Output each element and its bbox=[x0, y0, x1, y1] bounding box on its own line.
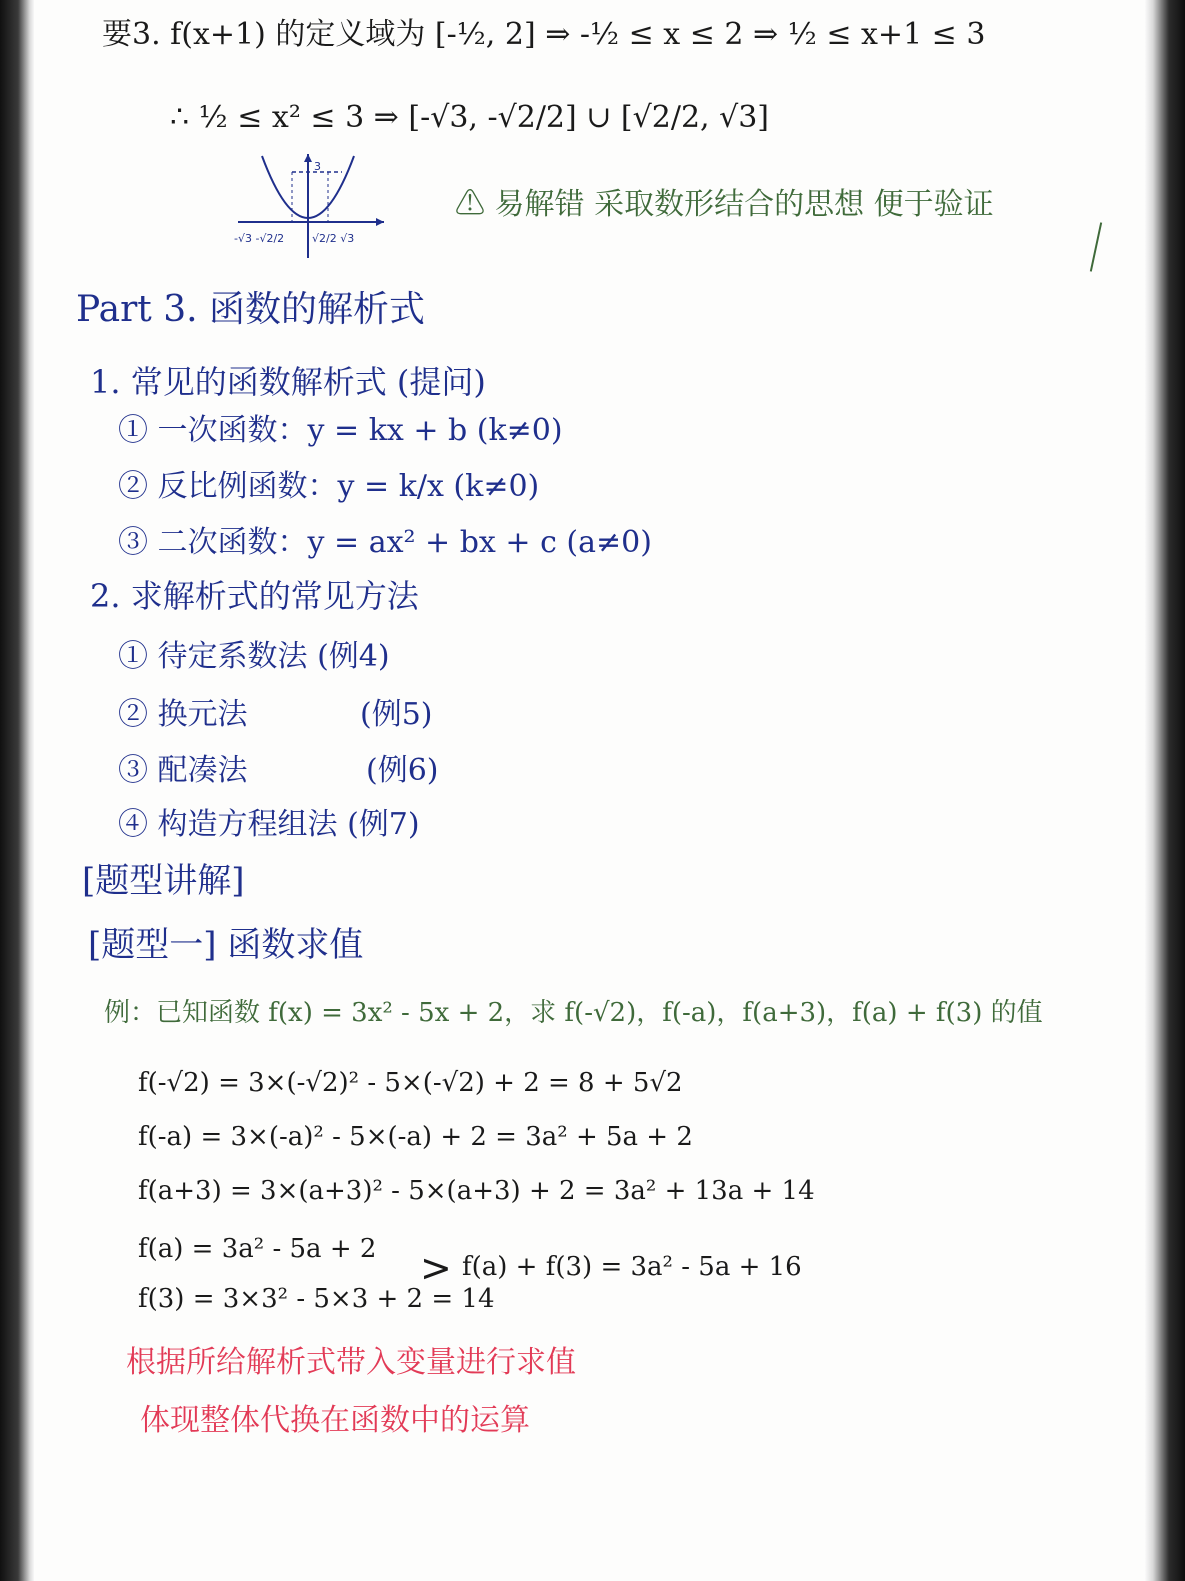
parabola-sketch bbox=[232, 150, 392, 265]
section-title: Part 3. 函数的解析式 bbox=[76, 289, 425, 330]
method-completing-ref: (例6) bbox=[366, 753, 439, 788]
calc-f-a: f(a) = 3a² - 5a + 2 bbox=[138, 1234, 377, 1264]
combine-brace: > bbox=[420, 1246, 452, 1290]
method-undetermined-coefficients: ① 待定系数法 (例4) bbox=[118, 639, 390, 674]
graph-label-right: √2/2 √3 bbox=[312, 232, 355, 245]
note-substitute-values: 根据所给解析式带入变量进行求值 bbox=[126, 1345, 576, 1380]
method-substitution: ② 换元法 bbox=[118, 697, 248, 732]
example-statement: 例：已知函数 f(x) = 3x² - 5x + 2，求 f(-√2)，f(-a)，f(a+3)，f(a) + f(3) 的值 bbox=[104, 998, 1043, 1028]
method-substitution-ref: (例5) bbox=[360, 697, 433, 732]
scan-edge-left bbox=[0, 0, 34, 1581]
example-domain-result: ∴ ½ ≤ x² ≤ 3 ⇒ [-√3, -√2/2] ∪ [√2/2, √3] bbox=[170, 100, 770, 135]
problem-types-heading: [题型讲解] bbox=[82, 861, 245, 901]
inverse-function: ② 反比例函数：y = k/x (k≠0) bbox=[118, 469, 540, 504]
method-completing: ③ 配凑法 bbox=[118, 753, 248, 788]
subsection-common-forms: 1. 常见的函数解析式 (提问) bbox=[90, 363, 486, 401]
quadratic-function: ③ 二次函数：y = ax² + bx + c (a≠0) bbox=[118, 525, 652, 560]
linear-function: ① 一次函数：y = kx + b (k≠0) bbox=[118, 413, 563, 448]
example-domain-line: 要3. f(x+1) 的定义域为 [-½, 2] ⇒ -½ ≤ x ≤ 2 ⇒ ½ ≤ x+1 ≤ 3 bbox=[102, 17, 986, 52]
calc-sum: f(a) + f(3) = 3a² - 5a + 16 bbox=[462, 1252, 802, 1282]
calc-f-3: f(3) = 3×3² - 5×3 + 2 = 14 bbox=[138, 1284, 495, 1314]
subsection-methods: 2. 求解析式的常见方法 bbox=[90, 577, 419, 615]
calc-f-a-plus-3: f(a+3) = 3×(a+3)² - 5×(a+3) + 2 = 3a² + 13a + 14 bbox=[138, 1176, 815, 1206]
scan-edge-right bbox=[1145, 0, 1185, 1581]
graph-label-top: 3 bbox=[314, 160, 321, 173]
problem-type-one: [题型一] 函数求值 bbox=[88, 925, 364, 965]
calc-f-neg-sqrt2: f(-√2) = 3×(-√2)² - 5×(-√2) + 2 = 8 + 5√2 bbox=[138, 1068, 683, 1098]
note-whole-substitution: 体现整体代换在函数中的运算 bbox=[140, 1403, 530, 1438]
pen-stroke bbox=[1090, 222, 1102, 271]
method-system-of-equations: ④ 构造方程组法 (例7) bbox=[118, 807, 420, 842]
calc-f-neg-a: f(-a) = 3×(-a)² - 5×(-a) + 2 = 3a² + 5a + 2 bbox=[138, 1122, 693, 1152]
graph-label-left: -√3 -√2/2 bbox=[234, 232, 285, 245]
warning-note: ⚠ 易解错 采取数形结合的思想 便于验证 bbox=[455, 187, 994, 222]
